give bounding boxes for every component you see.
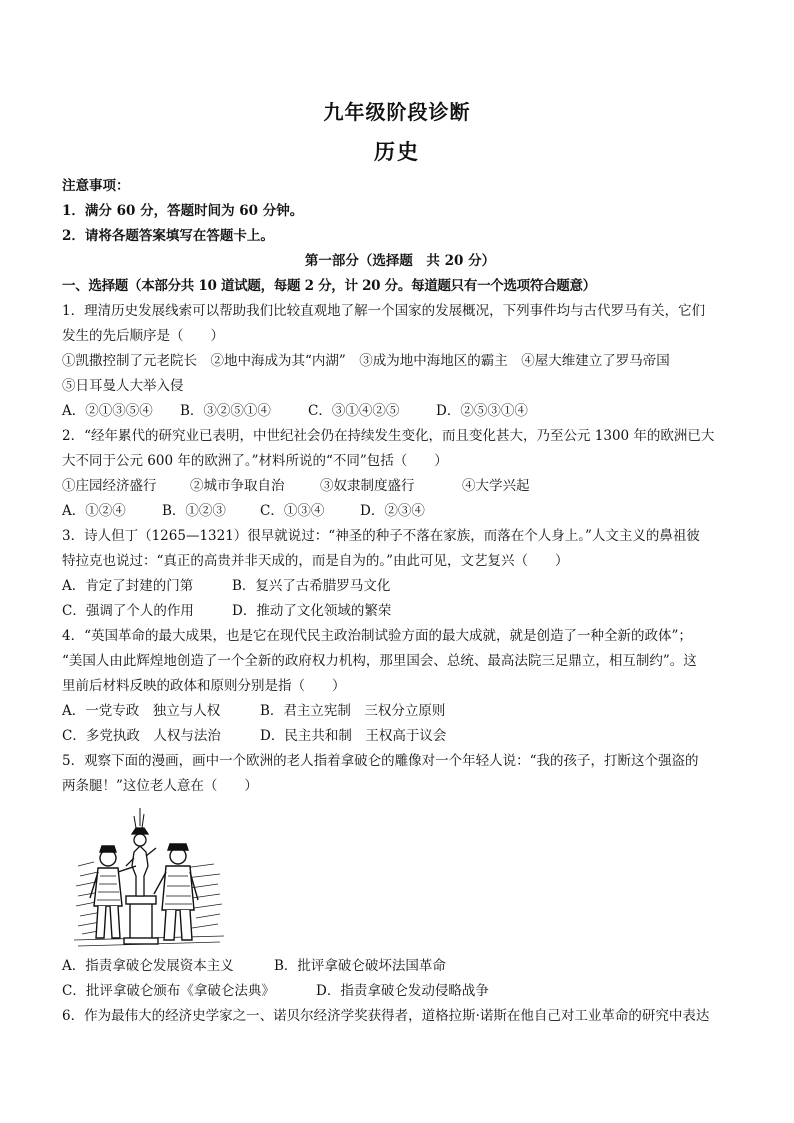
q4-stem-line3: 里前后材料反映的政体和原则分别是指（ ） [62,678,346,694]
q2-option-a[interactable]: A．①②④ [62,503,126,519]
q3-option-c[interactable]: C．强调了个人的作用 [62,603,194,619]
q3-option-a[interactable]: A．肯定了封建的门第 [62,578,194,594]
q5-options-row2 [62,979,738,1004]
q4-options-row1 [62,699,738,724]
q4-options-row2 [62,724,738,749]
q3-option-b[interactable]: B．复兴了古希腊罗马文化 [232,578,391,594]
q2-option-b[interactable]: B．①②③ [162,503,226,519]
napoleon-statue-cartoon [74,806,224,948]
q2-options [62,499,738,524]
q1-option-d[interactable]: D．②⑤③①④ [436,403,528,419]
q2-items [62,474,738,499]
part1-heading: 第一部分（选择题 共 20 分） [304,253,496,269]
q1-option-c[interactable]: C．③①④②⑤ [308,403,400,419]
q4-stem-line2: “美国人由此辉煌地创造了一个全新的政府权力机构，那里国会、总统、最高法院三足鼎立，相互制约”。这 [62,653,697,669]
q4-option-b[interactable]: B．君主立宪制 三权分立原则 [260,703,446,719]
subject-title: 历史 [374,139,420,164]
q3-stem-line1: 3．诗人但丁（1265—1321）很早就说过：“神圣的种子不落在家族，而落在个人身上。”人文主义的鼻祖彼 [62,528,700,544]
q5-option-b[interactable]: B．批评拿破仑破坏法国革命 [274,958,446,974]
q1-option-b[interactable]: B．③②⑤①④ [180,403,271,419]
q3-stem-line2: 特拉克也说过：“真正的高贵并非天成的，而是自为的。”由此可见，文艺复兴（ ） [62,553,569,569]
q1-option-a[interactable]: A．②①③⑤④ [62,403,153,419]
q2-item-2: ②城市争取自治 [190,478,285,494]
cartoon-drawing [74,806,224,948]
q2-item-1: ①庄园经济盛行 [62,478,157,494]
q2-stem-line1: 2．“经年累代的研究业已表明，中世纪社会仍在持续发生变化，而且变化甚大，乃至公元 1300 年的欧洲已大 [62,428,715,444]
q4-option-c[interactable]: C．多党执政 人权与法治 [62,728,221,744]
notice-item-1: 1．满分 60 分，答题时间为 60 分钟。 [62,203,304,219]
q5-stem-line2: 两条腿！”这位老人意在（ ） [62,778,258,794]
q5-stem-line1: 5．观察下面的漫画，画中一个欧洲的老人指着拿破仑的雕像对一个年轻人说：“我的孩子，打断这个强盗的 [62,753,699,769]
q4-option-a[interactable]: A．一党专政 独立与人权 [62,703,221,719]
q5-options-row1 [62,954,738,979]
q1-options [62,399,738,424]
q4-stem-line1: 4．“英国革命的最大成果，也是它在现代民主政治制试验方面的最大成就，就是创造了一种全新的政体”； [62,628,692,644]
q2-item-3: ③奴隶制度盛行 [320,478,415,494]
q1-stem-line2: 发生的先后顺序是（ ） [62,328,224,344]
exam-title: 九年级阶段诊断 [323,100,471,124]
notice-item-2: 2．请将各题答案填写在答题卡上。 [62,228,274,244]
q5-option-a[interactable]: A．指责拿破仑发展资本主义 [62,958,234,974]
notice-heading: 注意事项： [62,178,130,194]
q2-option-d[interactable]: D．②③④ [360,503,425,519]
q5-option-d[interactable]: D．指责拿破仑发动侵略战争 [316,983,489,999]
section-heading: 一、选择题（本部分共 10 道试题，每题 2 分，计 20 分。每道题只有一个选项符合题意） [62,278,596,294]
q1-items-line2: ⑤日耳曼人大举入侵 [62,378,184,394]
q2-option-c[interactable]: C．①③④ [260,503,325,519]
q3-options-row1 [62,574,738,599]
q4-option-d[interactable]: D．民主共和制 王权高于议会 [260,728,447,744]
q1-stem-line1: 1．理清历史发展线索可以帮助我们比较直观地了解一个国家的发展概况，下列事件均与古代罗马有关，它们 [62,303,706,319]
q3-option-d[interactable]: D．推动了文化领域的繁荣 [232,603,392,619]
q5-option-c[interactable]: C．批评拿破仑颁布《拿破仑法典》 [62,983,275,999]
q1-items-line1: ①凯撒控制了元老院长 ②地中海成为其“内湖” ③成为地中海地区的霸主 ④屋大维建立了罗马帝国 [62,353,670,369]
exam-content [62,174,738,1029]
q2-item-4: ④大学兴起 [462,478,530,494]
q6-stem-line1: 6．作为最伟大的经济史学家之一、诺贝尔经济学奖获得者，道格拉斯·诺斯在他自己对工业革命的研究中表达 [62,1008,710,1024]
q2-stem-line2: 大不同于公元 600 年的欧洲了。”材料所说的“不同”包括（ ） [62,453,448,469]
q3-options-row2 [62,599,738,624]
